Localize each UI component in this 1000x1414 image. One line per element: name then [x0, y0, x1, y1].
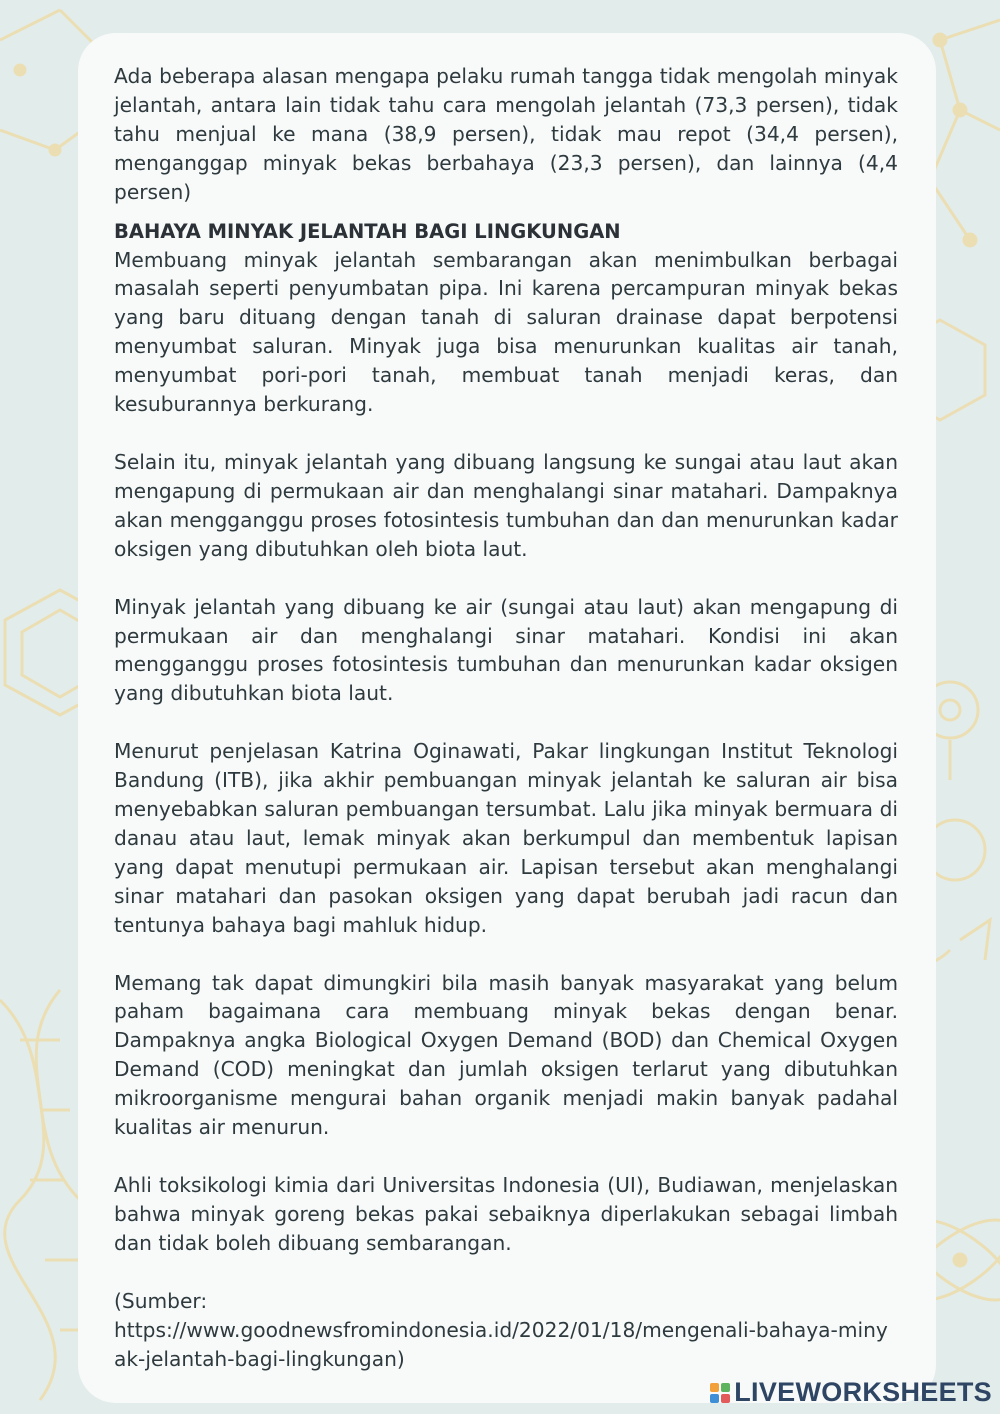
liveworksheets-logo-icon [710, 1383, 730, 1403]
paragraph-pipe-clogging: Membuang minyak jelantah sembarangan akan menimbulkan berbagai masalah seperti penyumbatan pipa. Ini karena percampuran minyak bekas yang baru dituang dengan tanah di saluran drainase dapat berpotensi menyumbat saluran. Minyak juga bisa menurunkan kualitas air tanah, menyumbat pori-pori tanah, membuat tanah menjadi keras, dan kesuburannya berkurang. [114, 247, 898, 417]
logo-square-blue [710, 1394, 719, 1403]
paragraph-spacer [114, 708, 898, 737]
paragraph-bod-cod: Memang tak dapat dimungkiri bila masih banyak masyarakat yang belum paham bagaimana cara membuang minyak bekas dengan benar. Dampaknya angka Biological Oxygen Demand (BOD) dan Chemical Oxygen Demand (COD) meningkat dan jumlah oksigen terlarut yang dibutuhkan mikroorganisme mengurai bahan organik menjadi makin banyak padahal kualitas air menurun. [114, 970, 898, 1140]
paragraph-spacer [114, 564, 898, 593]
logo-square-orange [710, 1383, 719, 1392]
paragraph-river-sea: Selain itu, minyak jelantah yang dibuang langsung ke sungai atau laut akan mengapung di permukaan air dan menghalangi sinar matahari. Dampaknya akan mengganggu proses fotosintesis tumbuhan dan dan menurunkan kadar oksigen yang dibutuhkan oleh biota laut. [114, 449, 898, 561]
intro-paragraph: Ada beberapa alasan mengapa pelaku rumah tangga tidak mengolah minyak jelantah, antara lain tidak tahu cara mengolah jelantah (73,3 persen), tidak tahu menjual ke mana (38,9 persen), tidak mau repot (34,4 persen), menganggap minyak bekas berbahaya (23,3 persen), dan lainnya (4,4 persen) [114, 64, 898, 204]
paragraph-spacer [114, 1258, 898, 1287]
section-heading: BAHAYA MINYAK JELANTAH BAGI LINGKUNGAN [114, 219, 621, 243]
liveworksheets-brand[interactable] [710, 1377, 992, 1408]
source-link[interactable]: https://www.goodnewsfromindonesia.id/2022/01/18/mengenali-bahaya-minyak-jelantah-bagi-lingkungan) [114, 1317, 888, 1371]
paragraph-expert-ui: Ahli toksikologi kimia dari Universitas Indonesia (UI), Budiawan, menjelaskan bahwa minyak goreng bekas pakai sebaiknya diperlakukan sebagai limbah dan tidak boleh dibuang sembarangan. [114, 1173, 898, 1255]
source-label: (Sumber: [114, 1288, 208, 1313]
logo-square-red [721, 1394, 730, 1403]
paragraph-spacer [114, 940, 898, 969]
paragraph-spacer [114, 1142, 898, 1171]
paragraph-water-surface: Minyak jelantah yang dibuang ke air (sungai atau laut) akan mengapung di permukaan air dan menghalangi sinar matahari. Kondisi ini akan mengganggu proses fotosintesis tumbuhan dan menurunkan kadar oksigen yang dibutuhkan biota laut. [114, 594, 898, 706]
brand-name: LIVEWORKSHEETS [734, 1377, 992, 1407]
paragraph-expert-itb: Menurut penjelasan Katrina Oginawati, Pakar lingkungan Institut Teknologi Bandung (ITB), jika akhir pembuangan minyak jelantah ke saluran air bisa menyebabkan saluran pembuangan tersumbat. Lalu jika minyak bermuara di danau atau laut, lemak minyak akan berkumpul dan membentuk lapisan yang dapat menutupi permukaan air. Lapisan tersebut akan menghalangi sinar matahari dan pasokan oksigen yang dapat berubah jadi racun dan tentunya bahaya bagi mahluk hidup. [114, 739, 898, 937]
logo-square-green [721, 1383, 730, 1392]
article-content [114, 62, 898, 1373]
paragraph-spacer [114, 419, 898, 448]
